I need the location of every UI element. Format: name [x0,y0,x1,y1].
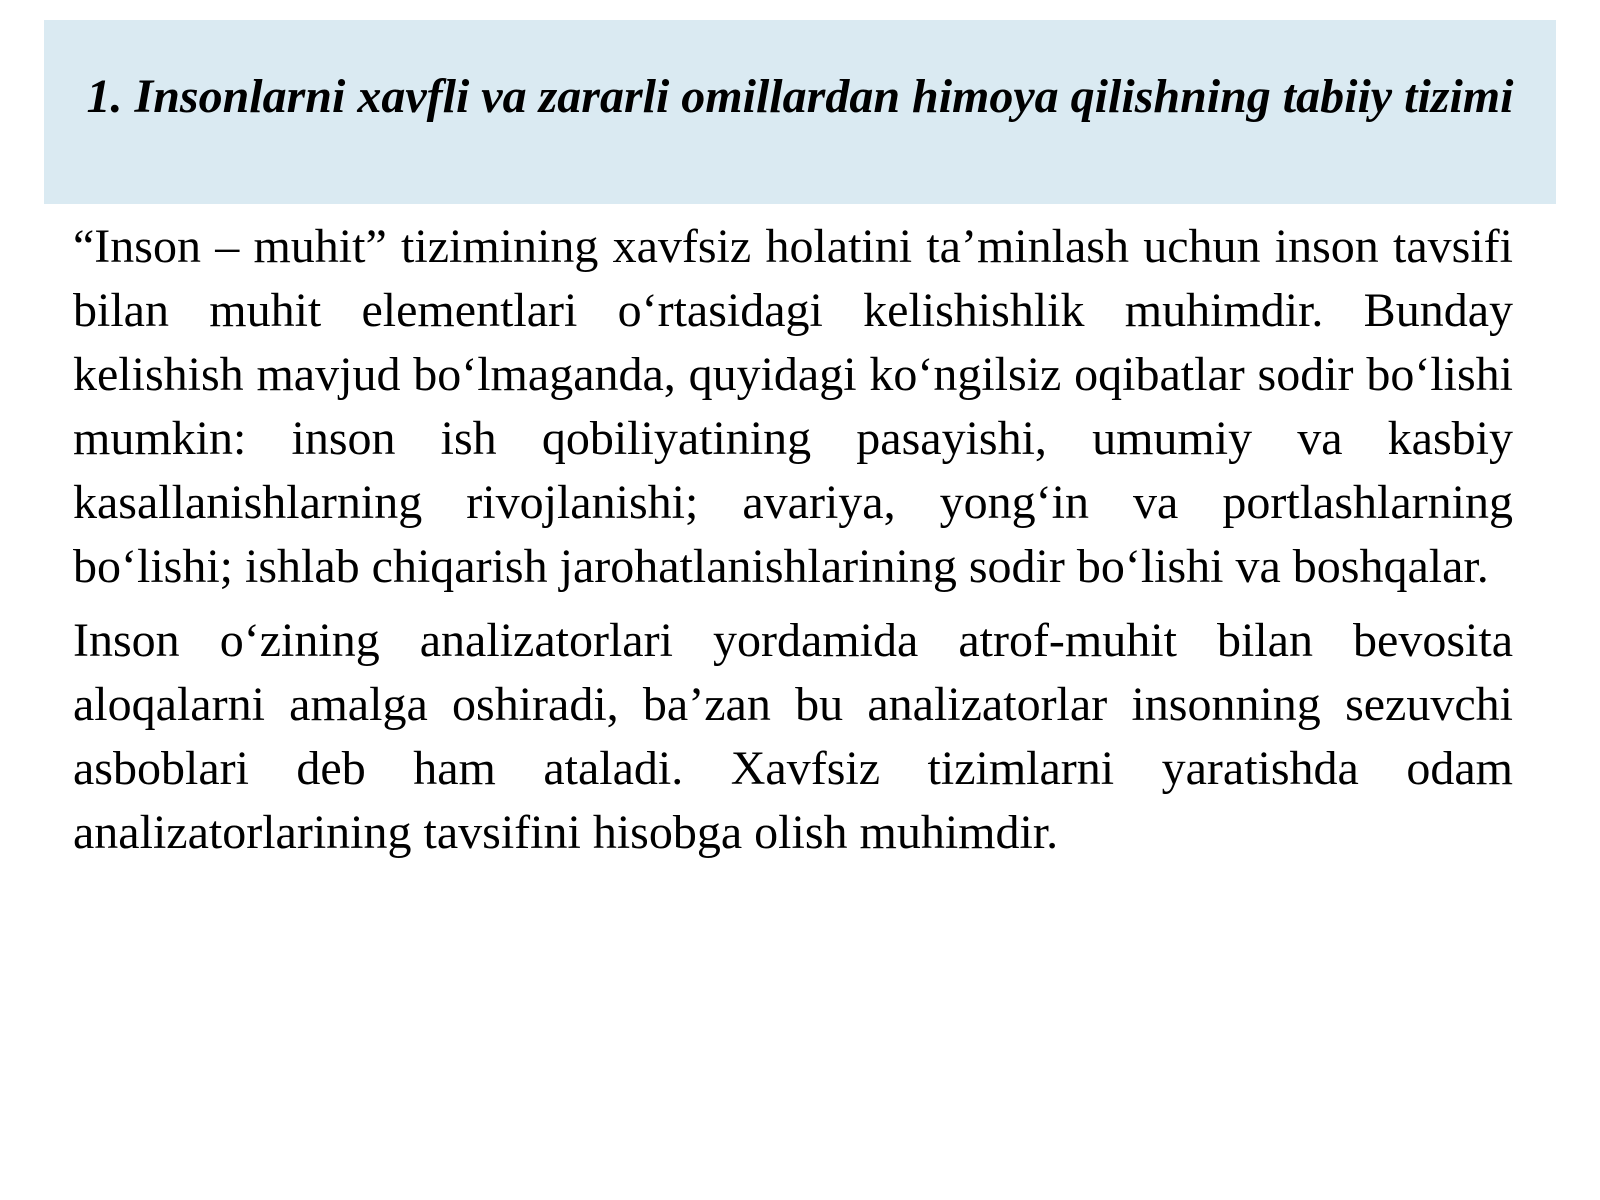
slide-title: 1. Insonlarni xavfli va zararli omillardan himoya qilishning tabiiy tizimi [86,70,1514,123]
body-paragraph-2: Inson o‘zining analizatorlari yordamida atrof-muhit bilan bevosita aloqalarni amalga oshiradi, ba’zan bu analizatorlar insonning sezuvchi asboblari deb ham ataladi. Xavfsiz tizimlarni yaratishda odam analizatorlarining tavsifini hisobga olish muhimdir. [73,614,1513,859]
slide-body [73,215,1513,865]
body-paragraph-1: “Inson – muhit” tizimining xavfsiz holatini ta’minlash uchun inson tavsifi bilan muhit elementlari o‘rtasidagi kelishishlik muhimdir. Bunday kelishish mavjud bo‘lmaganda, quyidagi ko‘ngilsiz oqibatlar sodir bo‘lishi mumkin: inson ish qobiliyatining pasayishi, umumiy va kasbiy kasallanishlarning rivojlanishi; avariya, yong‘in va portlashlarning bo‘lishi; ishlab chiqarish jarohatlanishlarining sodir bo‘lishi va boshqalar. [73,220,1513,593]
title-band [44,20,1556,204]
